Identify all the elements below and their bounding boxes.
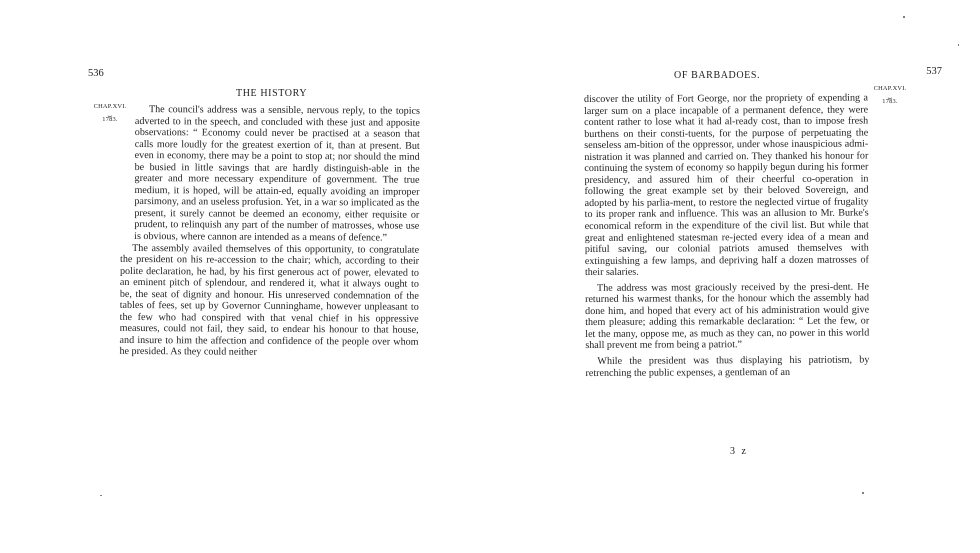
brace-icon: ⏟ bbox=[107, 109, 113, 117]
right-running-title: OF BARBADOES. bbox=[674, 70, 761, 81]
left-paragraph: The assembly availed themselves of this opportunity, to congratulate the president on his re-accession to the chair; which, according to their polite declaration, he had, by his first generous act of power, elevated to an eminent pitch of splendour, and rendered it, what it always ought to be, the seat of dignity and honour. His unreserved condemnation of the tables of fees, set up by Governor Cunninghame, however unpleasant to the few who had conspired with that venal chief in his oppressive measures, could not fail, they said, to endear his honour to that house, and insure to him the affection and confidence of the people over whom he presided. As they could neither bbox=[119, 242, 420, 359]
dust-speck bbox=[100, 495, 102, 496]
right-side-note-chapter: CHAP.XVI. bbox=[873, 85, 907, 92]
right-page-number: 537 bbox=[926, 66, 942, 77]
left-page bbox=[88, 66, 420, 359]
signature-mark: 3 z bbox=[730, 446, 748, 457]
left-side-note-year: 1783. bbox=[102, 116, 118, 123]
left-side-note-chapter: CHAP.XVI. bbox=[93, 103, 127, 110]
left-paragraph: The council's address was a sensible, nervous reply, to the topics adverted to in the speech, and concluded with these just and apposite observations: “ Economy could never be practised at a season that calls more loudly for the greatest exertion of it, than at present. But even in economy, there may be a point to stop at; nor should the mind be busied in little savings that are hardly distinguish-able in the greater and more necessary expenditure of government. The true medium, it is hoped, will be attain-ed, equally avoiding an improper parsimony, and an useless profusion. Yet, in a war so implicated as the present, it surely cannot be deemed an economy, either requisite or prudent, to relinquish any part of the number of matrosses, whose use is obvious, where cannon are intended as a means of defence.” bbox=[134, 104, 420, 244]
dust-speck bbox=[958, 44, 959, 46]
right-page bbox=[584, 66, 942, 457]
dust-speck bbox=[862, 492, 864, 494]
dust-speck bbox=[903, 16, 905, 18]
right-paragraph: While the president was thus displaying his patriotism, by retrenching the public expenses, a gentleman of an bbox=[585, 354, 870, 379]
brace-icon: ⏟ bbox=[887, 91, 893, 99]
right-paragraph: discover the utility of Fort George, nor the propriety of expending a larger sum on a place incapable of a permanent defence, they were content rather to lose what it had al-ready cost, than to impose fresh burthens on their consti-tuents, for the purpose of perpetuating the senseless am-bition of the oppressor, under whose inauspicious admi-nistration it was planned and carried on. They thanked his honour for continuing the system of economy so happily begun during his former presidency, and assured him of their cheerful co-operation in following the great example set by their beloved Sovereign, and adopted by his parlia-ment, to restore the neglected virtue of frugality to its proper rank and influence. This was an allusion to Mr. Burke's economical reform in the expenditure of the civil list. But while that great and enlightened statesman re-jected every idea of a mean and pitiful saving, our colonial patriots amused themselves with extinguishing a few lamps, and depriving half a dozen matrosses of their salaries. bbox=[584, 92, 869, 279]
left-side-note bbox=[88, 103, 132, 124]
left-running-title: THE HISTORY bbox=[236, 88, 308, 99]
left-running-head bbox=[88, 66, 418, 99]
left-body-text bbox=[119, 104, 420, 360]
right-body-text bbox=[584, 93, 869, 380]
left-page-number: 536 bbox=[88, 68, 104, 79]
right-side-note-year: 1783. bbox=[882, 98, 898, 105]
right-running-head bbox=[584, 66, 942, 82]
right-side-note bbox=[868, 85, 912, 106]
right-paragraph: The address was most graciously received by the presi-dent. He returned his warmest thanks, for the honour which the assembly had done him, and hoped that every act of his administration would give them pleasure; adding this remarkable declaration: “ Let the few, or let the many, oppose me, as much as they can, no power in this world shall prevent me from being a patriot.” bbox=[585, 281, 870, 352]
